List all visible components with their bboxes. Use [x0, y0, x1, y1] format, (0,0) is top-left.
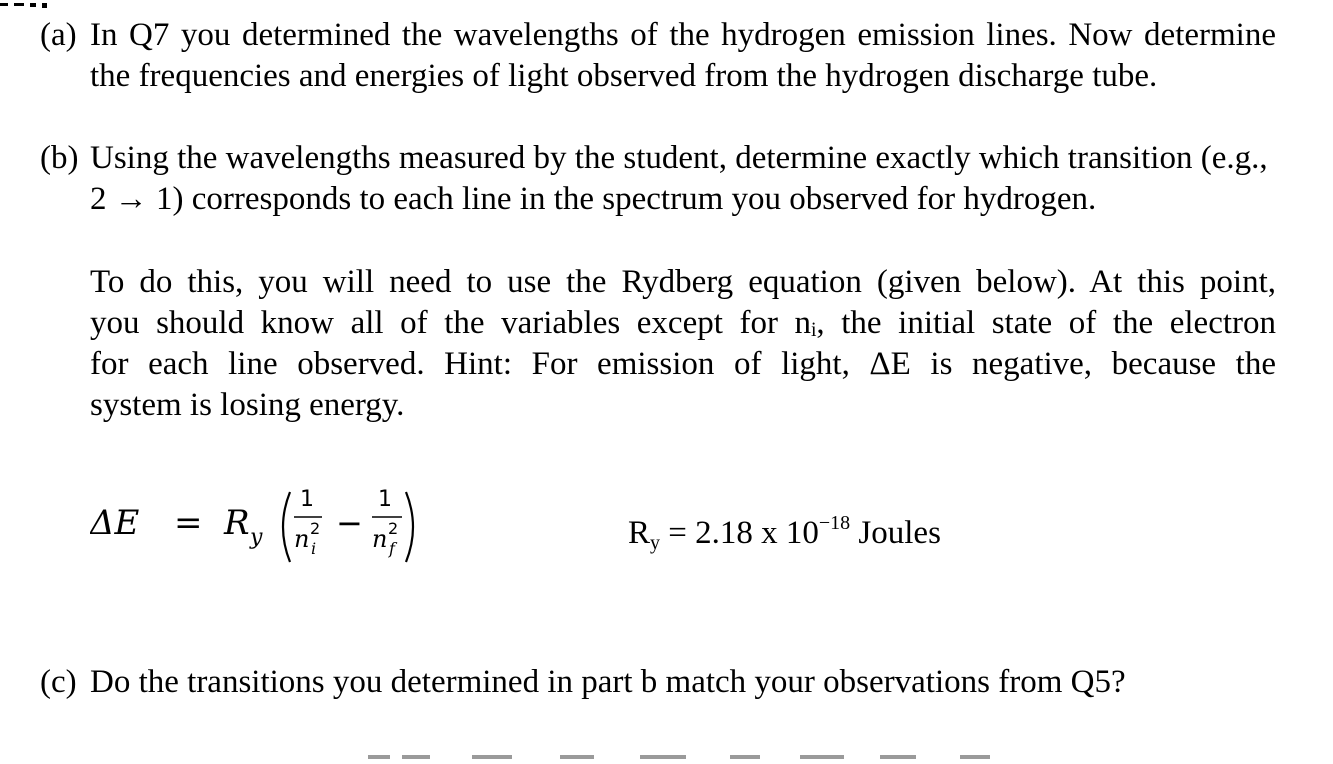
instructions-line-3: for each line observed. Hint: For emission of light, ΔE is negative, because the [90, 346, 1276, 382]
question-c-text: Do the transitions you determined in part b match your observations from Q5? [90, 664, 1126, 700]
rydberg-symbol: R [628, 515, 651, 551]
rydberg-symbol-sub: y [650, 532, 661, 554]
formula-coef: R [224, 503, 250, 543]
formula-num-1: 1 [300, 487, 314, 512]
question-a-label: (a) [40, 17, 77, 53]
formula-coef-sub: y [250, 525, 263, 550]
question-b [40, 138, 1276, 220]
formula-num-2: 1 [378, 487, 392, 512]
cropped-top-fragment [0, 0, 80, 10]
question-c-label: (c) [40, 664, 77, 700]
cropped-bottom-fragment [0, 746, 1333, 756]
formula-den-1: n [294, 525, 310, 553]
rydberg-constant [628, 503, 941, 564]
question-a-text: In Q7 you determined the wavelengths of the hydrogen emission lines. Now determine the frequencies and energies of light observed from the hydrogen discharge tube. [90, 17, 1276, 94]
instructions-line-1: To do this, you will need to use the Rydberg equation (given below). At this point, [90, 264, 1276, 300]
formula-den-1-sup: 2 [310, 519, 321, 538]
formula-left-paren [283, 492, 290, 562]
formula-den-1-sub: i [311, 539, 317, 558]
question-a [40, 15, 1276, 97]
formula-lhs: ΔE [90, 503, 140, 543]
question-b-text: Using the wavelengths measured by the student, determine exactly which transition (e.g., 2 → 1) corresponds to each line in the spectrum you observed for hydrogen. [90, 140, 1268, 217]
rydberg-unit: Joules [850, 515, 941, 551]
formula-minus: − [336, 504, 363, 542]
formula-den-2: n [372, 525, 388, 553]
formula-den-2-sup: 2 [388, 519, 399, 538]
rydberg-equation [90, 472, 510, 582]
formula-right-paren [406, 492, 413, 562]
rydberg-value: = 2.18 x 10 [660, 515, 819, 551]
question-b-label: (b) [40, 140, 79, 176]
formula-den-2-sub: f [389, 539, 395, 558]
instructions-line-2: you should know all of the variables except for nᵢ, the initial state of the electron [90, 305, 1276, 341]
question-c [40, 662, 1276, 703]
instructions-line-4: system is losing energy. [90, 387, 405, 423]
rydberg-exponent: −18 [818, 512, 851, 534]
formula-equals: = [174, 503, 203, 543]
instructions-paragraph [90, 262, 1276, 426]
